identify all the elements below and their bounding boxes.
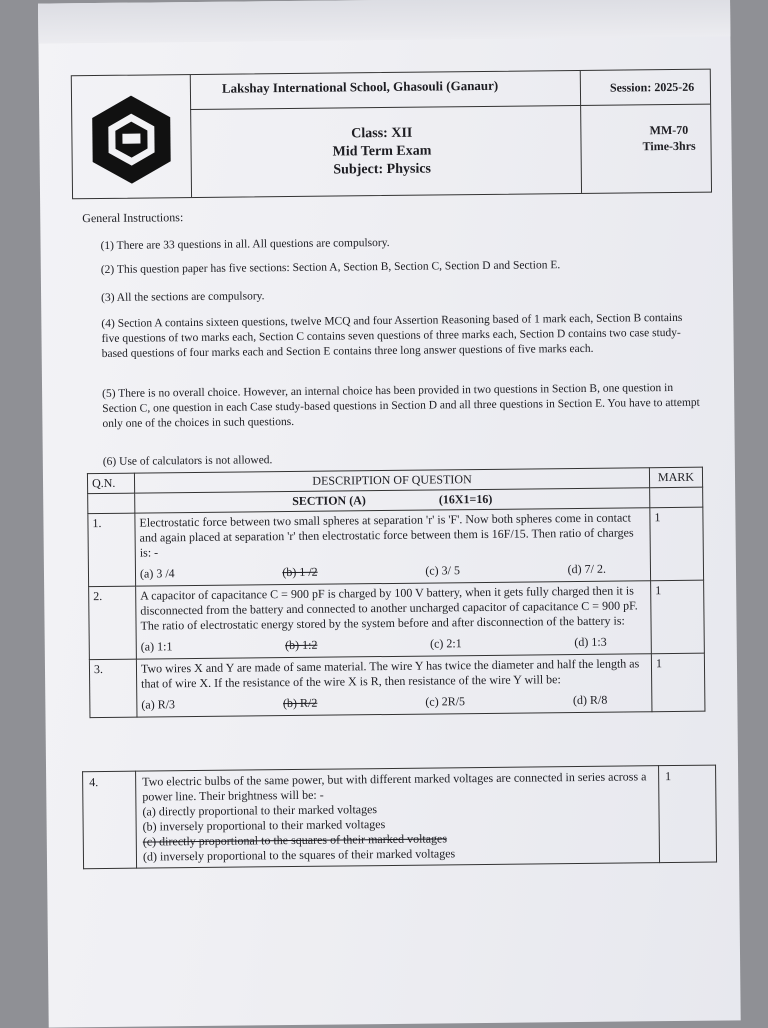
option: (b) inversely proportional to their marked voltages bbox=[142, 817, 386, 834]
mark-header: MARK bbox=[649, 467, 702, 488]
option: (d) inversely proportional to the squares of their marked voltages bbox=[142, 846, 456, 864]
instruction-6: (6) Use of calculators is not allowed. bbox=[102, 454, 273, 468]
question-text: A capacitor of capacitance C = 900 pF is charged by 100 V battery, when it gets fully charged then it is disconnected from the battery and connected to another uncharged capacitor of capacitance C = 900 pF. The ratio of electrostatic energy stored by the system before and after disconnection of the battery is: bbox=[140, 583, 638, 633]
marks-time bbox=[642, 122, 695, 155]
option: (c) 3/ 5 bbox=[425, 563, 461, 578]
question-cell bbox=[136, 654, 652, 717]
session-label: Session: 2025-26 bbox=[609, 79, 695, 95]
question-number: 2. bbox=[89, 586, 137, 659]
option: (d) 1:3 bbox=[574, 634, 607, 650]
instruction-5: (5) There is no overall choice. However, an internal choice has been provided in two questions in Section B, one question in Section C, one question in each Case study-based questions in Section D and all three questions in Section E. You have to attempt only one of the choices in such questions. bbox=[102, 381, 700, 430]
option: (a) R/3 bbox=[141, 697, 176, 712]
option: (a) 1:1 bbox=[140, 639, 173, 654]
option-marked: (b) 1:2 bbox=[285, 637, 318, 653]
instruction-1: (1) There are 33 questions in all. All questions are compulsory. bbox=[100, 236, 390, 252]
instruction-3: (3) All the sections are compulsory. bbox=[101, 290, 265, 304]
instruction-2: (2) This question paper has five sections: Section A, Section B, Section C, Section D and Section E. bbox=[100, 259, 561, 276]
subject-label: Subject: Physics bbox=[333, 161, 432, 178]
option: (c) 2:1 bbox=[429, 636, 462, 651]
option-marked: (c) directly proportional to the squares of their marked voltages bbox=[142, 831, 448, 849]
question-mark: 1 bbox=[651, 580, 705, 654]
option: (c) 2R/5 bbox=[425, 694, 466, 709]
question-number: 4. bbox=[83, 771, 137, 869]
question-mark: 1 bbox=[659, 765, 717, 863]
time-label: Time-3hrs bbox=[642, 138, 696, 154]
table-row bbox=[88, 507, 704, 586]
max-marks: MM-70 bbox=[649, 122, 689, 138]
option-marked: (b) 1 /2 bbox=[282, 564, 318, 580]
logo-cell bbox=[72, 75, 192, 198]
school-name: Lakshay International School, Ghasouli (Ganaur) bbox=[221, 77, 499, 96]
option: (a) 3 /4 bbox=[139, 566, 175, 581]
question-text: Electrostatic force between two small spheres at separation 'r' is 'F'. Now both spheres come in contact and again placed at separation 'r' then electrostatic force between them is 16F/15. Then ratio of charges is: - bbox=[139, 510, 634, 560]
instruction-4: (4) Section A contains sixteen questions, twelve MCQ and four Assertion Reasoning based of 1 mark each, Section B contains five questions of two marks each, Section C contains seven questions of three marks each, Section D contains two case study-based questions of four marks each and Section E contains three long answer questions of five marks each. bbox=[101, 311, 683, 360]
section-label: SECTION (A) bbox=[292, 493, 366, 508]
instructions-title: General Instructions: bbox=[82, 210, 184, 226]
option: (d) R/8 bbox=[572, 692, 608, 708]
section-marks: (16X1=16) bbox=[438, 491, 493, 507]
question-mark: 1 bbox=[651, 653, 705, 712]
qn-header: Q.N. bbox=[87, 473, 134, 493]
question-table-continued bbox=[82, 765, 717, 870]
class-label: Class: XII bbox=[351, 125, 413, 142]
exam-info bbox=[332, 125, 431, 180]
table-row bbox=[89, 653, 705, 717]
paper-fold bbox=[38, 0, 730, 44]
question-text: Two electric bulbs of the same power, but with different marked voltages are connected in series across a power line. Their brightness will be: - bbox=[142, 769, 647, 804]
options-row bbox=[140, 555, 646, 583]
question-cell bbox=[136, 766, 660, 868]
question-number: 1. bbox=[88, 513, 136, 586]
question-mark: 1 bbox=[650, 507, 704, 581]
question-cell bbox=[135, 508, 651, 586]
description-header: DESCRIPTION OF QUESTION bbox=[134, 468, 649, 493]
exam-paper bbox=[38, 0, 741, 1028]
header-table bbox=[71, 69, 712, 200]
option: (d) 7/ 2. bbox=[567, 561, 607, 577]
table-row bbox=[89, 580, 705, 659]
option: (a) directly proportional to their marked voltages bbox=[142, 802, 378, 819]
school-logo-icon bbox=[84, 91, 179, 186]
question-table bbox=[87, 467, 706, 718]
question-cell bbox=[136, 581, 652, 659]
exam-label: Mid Term Exam bbox=[332, 143, 432, 160]
question-number: 3. bbox=[89, 659, 137, 717]
option-marked: (b) R/2 bbox=[282, 695, 318, 711]
question-text: Two wires X and Y are made of same material. The wire Y has twice the diameter and half the length as that of wire X. If the resistance of the wire X is R, then resistance of the wire Y will be: bbox=[140, 656, 640, 691]
table-row bbox=[83, 765, 717, 869]
